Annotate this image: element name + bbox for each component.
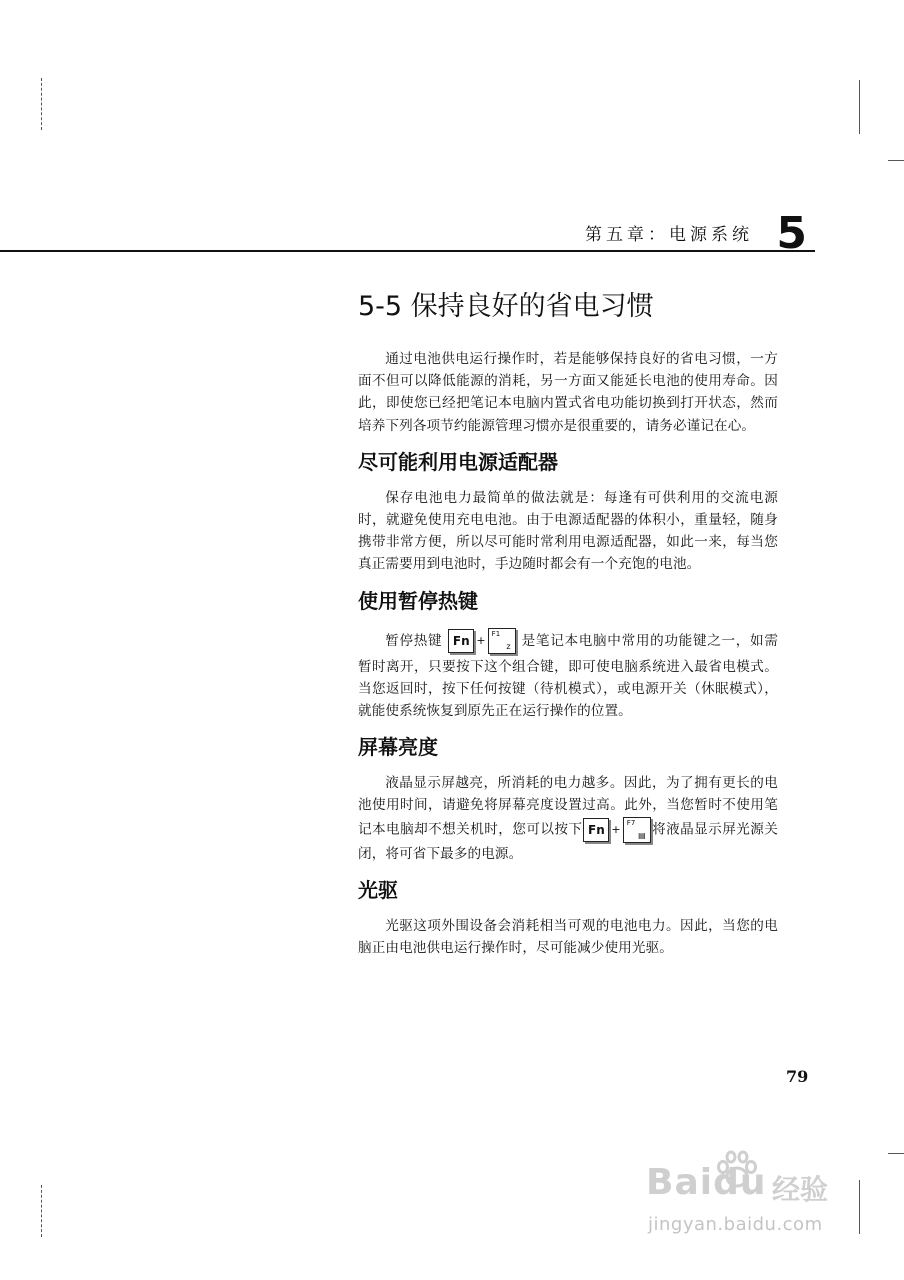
page-content bbox=[358, 288, 778, 959]
paragraph-adapter: 保存电池电力最简单的做法就是：每逢有可供利用的交流电源时，就避免使用充电电池。由于电源适配器的体积小，重量轻，随身携带非常方便，所以尽可能时常利用电源适配器，如此一来，每当您真正需要用到电池时，手边随时都会有一个充饱的电池。 bbox=[358, 489, 778, 573]
watermark-brand: Baidu bbox=[646, 1162, 767, 1203]
paragraph-optical-drive: 光驱这项外围设备会消耗相当可观的电池电力。因此，当您的电脑正由电池供电运行操作时，尽可能减少使用光驱。 bbox=[358, 917, 778, 957]
fn-key-icon: Fn bbox=[583, 818, 609, 842]
paragraph-suspend-hotkey bbox=[358, 626, 778, 723]
crop-mark-right-lower bbox=[888, 1153, 904, 1154]
section-title: 5-5 保持良好的省电习惯 bbox=[358, 291, 654, 322]
chapter-label: 第五章：电源系统 bbox=[585, 225, 753, 245]
paragraph-brightness bbox=[358, 772, 778, 865]
watermark-cn: 经验 bbox=[772, 1173, 829, 1206]
subhead-brightness: 屏幕亮度 bbox=[358, 735, 438, 760]
f7-key-label: F7 bbox=[626, 818, 636, 827]
subhead-suspend-hotkey: 使用暂停热键 bbox=[358, 588, 478, 613]
baidu-watermark bbox=[640, 1150, 860, 1245]
text-before-keys: 液晶显示屏越亮，所消耗的电力越多。因此，为了拥有更长的电池使用时间，请避免将屏幕亮度设置过高。此外，当您暂时不使用笔记本电脑却不想关机时，您可以按下 bbox=[358, 775, 778, 838]
sleep-symbol-icon: z bbox=[506, 642, 511, 652]
f7-key-icon bbox=[623, 817, 651, 843]
crop-mark-right-upper bbox=[888, 160, 904, 161]
display-off-icon: ▤ bbox=[638, 830, 646, 840]
crop-mark-top-left bbox=[41, 78, 42, 130]
f1-key-icon bbox=[488, 628, 516, 654]
chapter-header bbox=[0, 208, 815, 259]
plus-sign: + bbox=[611, 822, 621, 836]
f1-key-label: F1 bbox=[491, 630, 501, 639]
crop-mark-top-right bbox=[859, 80, 860, 134]
crop-mark-bottom-left bbox=[41, 1185, 42, 1237]
text-before-keys: 暂停热键 bbox=[385, 632, 443, 649]
text-after-keys: 将液晶显示屏光源关闭，将可省下最多的电源。 bbox=[358, 821, 778, 862]
plus-sign: + bbox=[476, 634, 486, 648]
subhead-adapter: 尽可能利用电源适配器 bbox=[358, 449, 558, 474]
fn-key-icon: Fn bbox=[448, 629, 474, 653]
page-number: 79 bbox=[786, 1067, 809, 1086]
subhead-optical-drive: 光驱 bbox=[358, 877, 398, 902]
watermark-url: jingyan.baidu.com bbox=[648, 1214, 823, 1235]
intro-paragraph: 通过电池供电运行操作时，若是能够保持良好的省电习惯，一方面不但可以降低能源的消耗，另一方面又能延长电池的使用寿命。因此，即使您已经把笔记本电脑内置式省电功能切换到打开状态，然而培养下列各项节约能源管理习惯亦是很重要的，请务必谨记在心。 bbox=[358, 351, 778, 434]
chapter-number: 5 bbox=[776, 208, 807, 259]
text-after-keys: 是笔记本电脑中常用的功能键之一，如需暂时离开，只要按下这个组合键，即可使电脑系统进入最省电模式。当您返回时，按下任何按键（待机模式），或电源开关（休眠模式），就能使系统恢复到原先正在运行操作的位置。 bbox=[358, 632, 779, 720]
